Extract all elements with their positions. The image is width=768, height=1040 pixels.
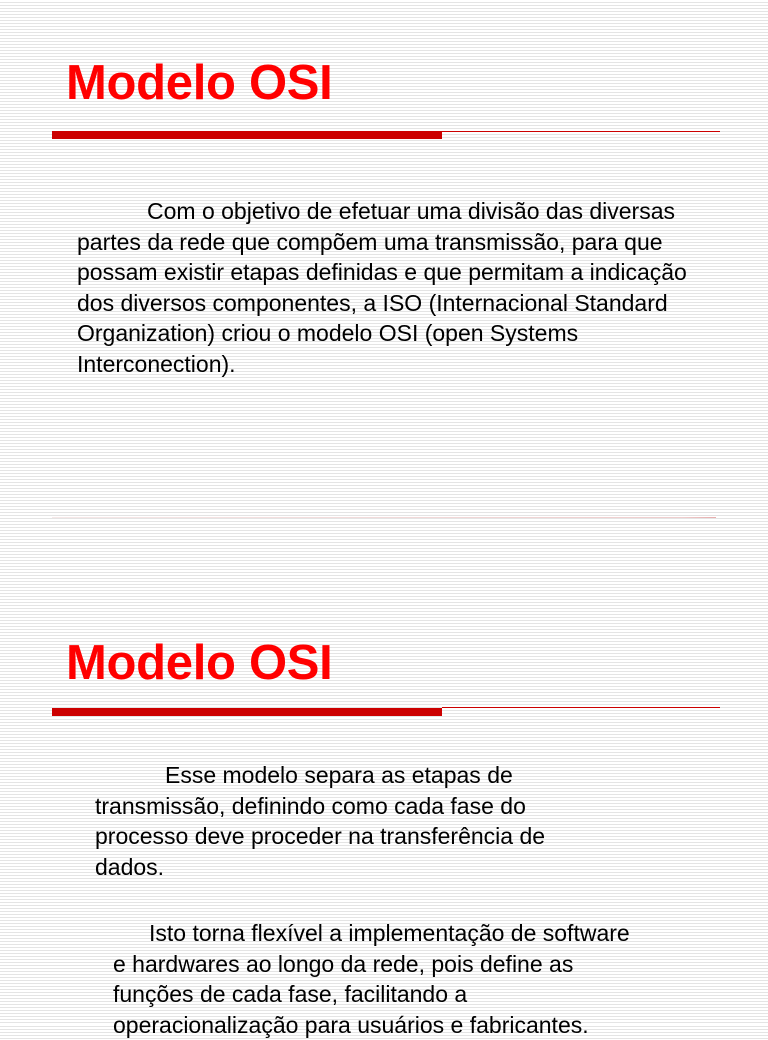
slide-separator	[52, 517, 716, 518]
title-underline-thin	[442, 707, 720, 708]
title-underline-thick	[52, 708, 442, 716]
title-underline-thin	[442, 131, 720, 132]
slide-paragraph: Isto torna flexível a implementação de software e hardwares ao longo da rede, pois define as funções de cada fase, facilitando a operacionalização para usuários e fabricantes.	[113, 920, 630, 1038]
slide-1	[0, 0, 768, 516]
title-underline-thick	[52, 131, 442, 139]
slide-2	[0, 580, 768, 1038]
slide-paragraph: Esse modelo separa as etapas de transmissão, definindo como cada fase do processo deve proceder na transferência de dados.	[95, 762, 546, 880]
slide-paragraph: Com o objetivo de efetuar uma divisão das diversas partes da rede que compõem uma transmissão, para que possam existir etapas definidas e que permitam a indicação dos diversos componentes, a ISO (Internacional Standard Organization) criou o modelo OSI (open Systems Interconection).	[77, 198, 687, 377]
slide-title: Modelo OSI	[66, 636, 333, 690]
slide-title: Modelo OSI	[66, 56, 333, 110]
